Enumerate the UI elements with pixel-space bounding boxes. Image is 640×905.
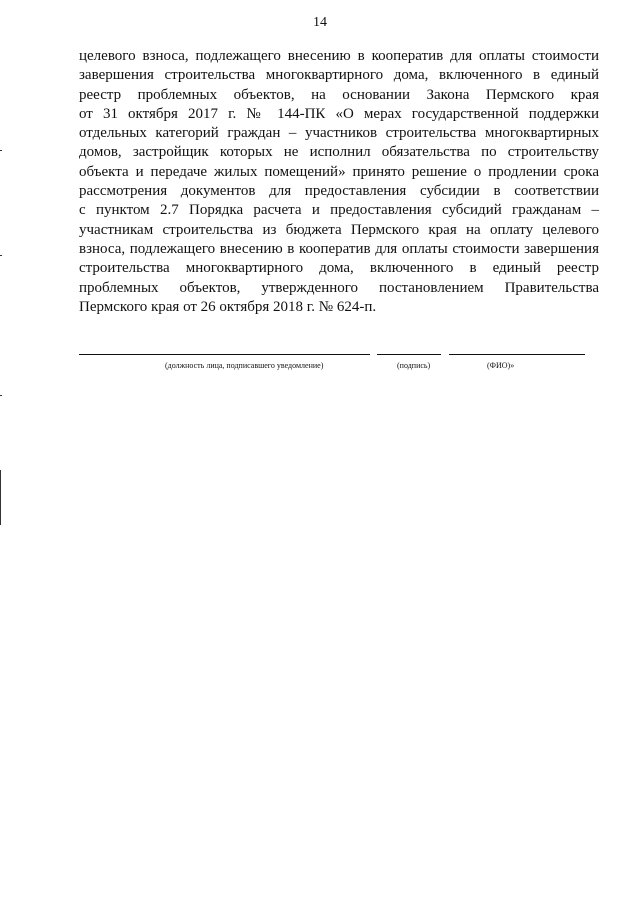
paragraph-line: рассмотрения документов для предоставления субсидии в соответствии	[79, 183, 599, 200]
paragraph-line: реестр проблемных объектов, на основании Закона Пермского края	[79, 86, 599, 103]
paragraph-line: Пермского края от 26 октября 2018 г. № 624-п.	[79, 298, 377, 315]
position-caption: (должность лица, подписавшего уведомление)	[165, 361, 324, 370]
scan-edge-mark	[0, 470, 1, 525]
paragraph-line: домов, застройщик которых не исполнил обязательства по строительству	[79, 144, 599, 161]
scan-edge-mark	[0, 255, 2, 256]
full-name-caption: (ФИО)»	[487, 361, 515, 370]
paragraph-line: проблемных объектов, утвержденного постановлением Правительства	[79, 279, 599, 296]
paragraph-line: строительства многоквартирного дома, включенного в единый реестр	[79, 260, 599, 277]
page-number: 14	[313, 15, 327, 30]
signature-caption: (подпись)	[397, 361, 431, 370]
scan-edge-mark	[0, 395, 2, 396]
paragraph-line: завершения строительства многоквартирного дома, включенного в единый	[79, 67, 599, 84]
paragraph-line: взноса, подлежащего внесению в кооператив для оплаты стоимости завершения	[79, 240, 599, 257]
position-signature-line	[79, 354, 370, 355]
paragraph-line: целевого взноса, подлежащего внесению в кооператив для оплаты стоимости	[79, 48, 599, 64]
paragraph-line: с пунктом 2.7 Порядка расчета и предоставления субсидий гражданам –	[79, 202, 599, 219]
scan-edge-mark	[0, 150, 2, 151]
paragraph-line: от 31 октября 2017 г. № 144-ПК «О мерах государственной поддержки	[79, 105, 599, 122]
paragraph-line: отдельных категорий граждан – участников строительства многоквартирных	[79, 125, 599, 142]
paragraph-line: объекта и передаче жилых помещений» принято решение о продлении срока	[79, 163, 599, 180]
notice-body-paragraph	[79, 47, 599, 317]
full-name-line	[449, 354, 585, 355]
paragraph-line: участникам строительства из бюджета Пермского края на оплату целевого	[79, 221, 599, 238]
signature-line	[377, 354, 441, 355]
